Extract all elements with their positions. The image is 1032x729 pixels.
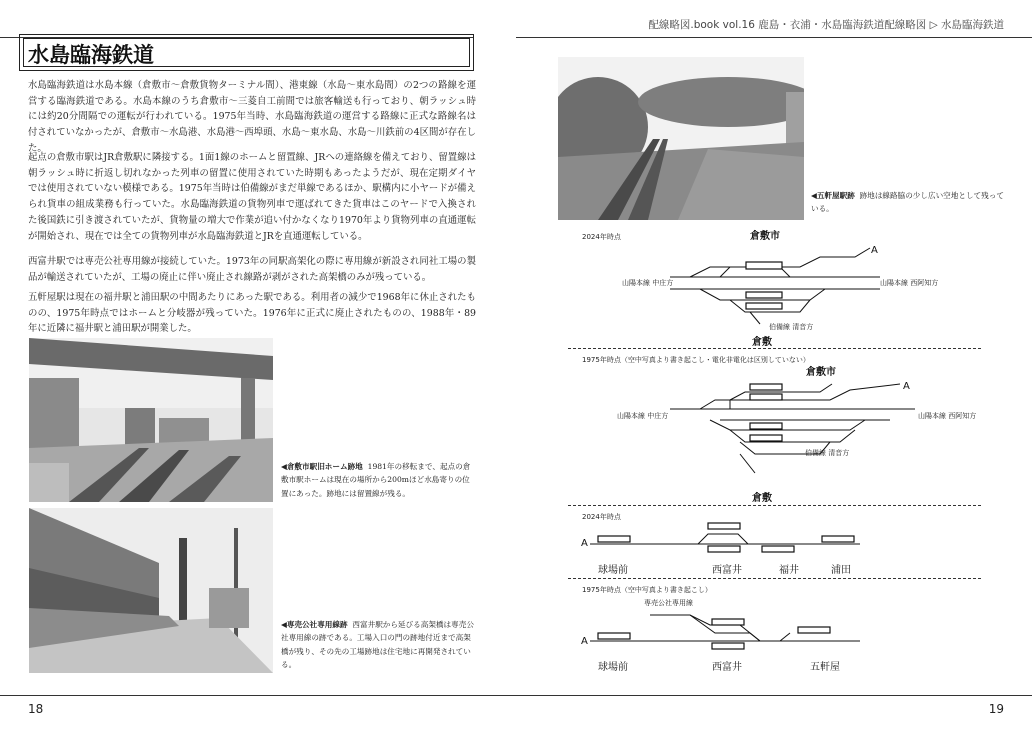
diagram-4-era: 1975年時点（空中写真より書き起こし） xyxy=(582,586,712,594)
footer-rule xyxy=(0,695,1032,696)
diagram-3-era: 2024年時点 xyxy=(582,513,621,521)
diagram-divider-1 xyxy=(568,348,981,349)
diagram-1-branch-line: 伯備線 清音方 xyxy=(769,323,814,331)
photo-senbai-siding xyxy=(29,508,273,673)
paragraph-4: 五軒屋駅は現在の福井駅と浦田駅の中間あたりにあった駅である。利用者の減少で1968年に休止されたものの、1975年時点ではホームと分岐器が残っていた。1976年に正式に廃止されたものの、1988年・89年に近隣に福井駅と浦田駅が開業した。 xyxy=(28,292,476,335)
caption-2-title: ◀専売公社専用線跡 xyxy=(281,620,348,629)
caption-photo-2 xyxy=(281,618,477,671)
caption-photo-3 xyxy=(811,189,1006,216)
diagram-3-station-2: 福井 xyxy=(779,565,799,576)
diagram-2-station-kurashiki: 倉敷 xyxy=(752,493,772,504)
page-number-left: 18 xyxy=(28,702,44,716)
diagram-1-marker: A xyxy=(871,245,878,256)
diagram-2-right-line: 山陽本線 西阿知方 xyxy=(918,412,977,420)
diagram-4-marker: A xyxy=(581,636,588,647)
diagram-2-station-kurashikishi: 倉敷市 xyxy=(806,367,836,378)
diagram-1-station-kurashikishi: 倉敷市 xyxy=(750,231,780,242)
diagram-divider-2 xyxy=(568,505,981,506)
diagram-3-marker: A xyxy=(581,538,588,549)
diagram-2-marker: A xyxy=(903,381,910,392)
diagram-1-right-line: 山陽本線 西阿知方 xyxy=(880,279,939,287)
diagram-4-track-layout xyxy=(590,605,870,655)
running-head: 配線略図.book vol.16 鹿島・衣浦・水島臨海鉄道配線略図 ▷ 水島臨海鉄道 xyxy=(648,19,1004,31)
page-title: 水島臨海鉄道 xyxy=(28,43,154,67)
diagram-4-siding: 専売公社専用線 xyxy=(644,599,693,607)
caption-1-text: 1981年の移転まで、起点の倉敷市駅ホームは現在の場所から200mほど水島寄りの位置にあった。跡地には留置線が残る。 xyxy=(281,462,471,498)
diagram-3-station-3: 浦田 xyxy=(831,565,851,576)
diagram-2-branch-line: 伯備線 清音方 xyxy=(805,449,850,457)
caption-2-text: 西富井駅から延びる高架橋は専売公社専用線の跡である。工場入口の門の跡地付近まで高架橋が残り、その先の工場跡地は住宅地に再開発されている。 xyxy=(281,620,474,669)
diagram-2-track-layout xyxy=(670,378,920,488)
diagram-2-era: 1975年時点（空中写真より書き起こし・電化非電化は区別していない） xyxy=(582,356,810,364)
paragraph-2: 起点の倉敷市駅はJR倉敷駅に隣接する。1面1線のホームと留置線、JRへの連絡線を備えており、留置線は朝ラッシュ時に折返し切れなかった列車の留置に使用されていた時期もあったようだが、現在定期ダイヤでは使用されていない模様である。1975年当時は伯備線がまだ単線であるほか、駅構内に小ヤードが備えられ貨車の組成業務も行っていた。水島臨海鉄道の貨物列車で運ばれてきた貨車はこのヤードで入換された後国鉄に引き渡されていたが、貨物量の増大で作業が追い付かなくなり1970年より貨物列車の直通運転が開始され、現在では全ての貨物列車が水島臨海鉄道とJRを直通運転している。 xyxy=(28,152,476,242)
diagram-3-station-1: 西富井 xyxy=(712,565,742,576)
caption-1-title: ◀倉敷市駅旧ホーム跡地 xyxy=(281,462,363,471)
paragraph-1: 水島臨海鉄道は水島本線（倉敷市〜倉敷貨物ターミナル間）、港東線（水島〜東水島間）の2つの路線を運営する臨海鉄道である。水島本線のうち倉敷市〜三菱自工前間では旅客輸送も行っており、朝ラッシュ時には約20分間隔での運転が行われている。1975年当時、水島臨海鉄道の運営する路線に正式な路線名は付されていなかったが、倉敷市〜水島港、水島港〜西埠頭、水島〜東水島、水島〜川鉄前の4区間が存在した。 xyxy=(28,80,476,154)
diagram-1-era: 2024年時点 xyxy=(582,233,621,241)
page-title-box xyxy=(19,34,474,71)
page-number-right: 19 xyxy=(988,702,1004,716)
caption-3-title: ◀五軒屋駅跡 xyxy=(811,191,855,200)
caption-3-text: 跡地は線路脇の少し広い空地として残っている。 xyxy=(811,191,1004,214)
caption-photo-1 xyxy=(281,460,477,500)
diagram-3-track-layout xyxy=(590,518,870,558)
diagram-1-left-line: 山陽本線 中庄方 xyxy=(622,279,674,287)
diagram-3-station-0: 球場前 xyxy=(598,565,628,576)
diagram-4-station-2: 五軒屋 xyxy=(810,662,840,673)
diagram-1-station-kurashiki: 倉敷 xyxy=(752,337,772,348)
paragraph-3: 西富井駅では専売公社専用線が接続していた。1973年の同駅高架化の際に専用線が新設され同社工場の製品が輸送されていたが、工場の廃止に伴い廃止され線路が剥がされた高架橋のみが残っている。 xyxy=(28,256,476,283)
photo-kurashikishi-old-platform xyxy=(29,338,273,502)
header-rule-right xyxy=(516,37,1032,38)
diagram-2-left-line: 山陽本線 中庄方 xyxy=(617,412,669,420)
diagram-1-track-layout xyxy=(660,240,890,340)
diagram-divider-3 xyxy=(568,578,981,579)
photo-gokenya-site xyxy=(558,57,804,220)
diagram-4-station-0: 球場前 xyxy=(598,662,628,673)
diagram-4-station-1: 西富井 xyxy=(712,662,742,673)
